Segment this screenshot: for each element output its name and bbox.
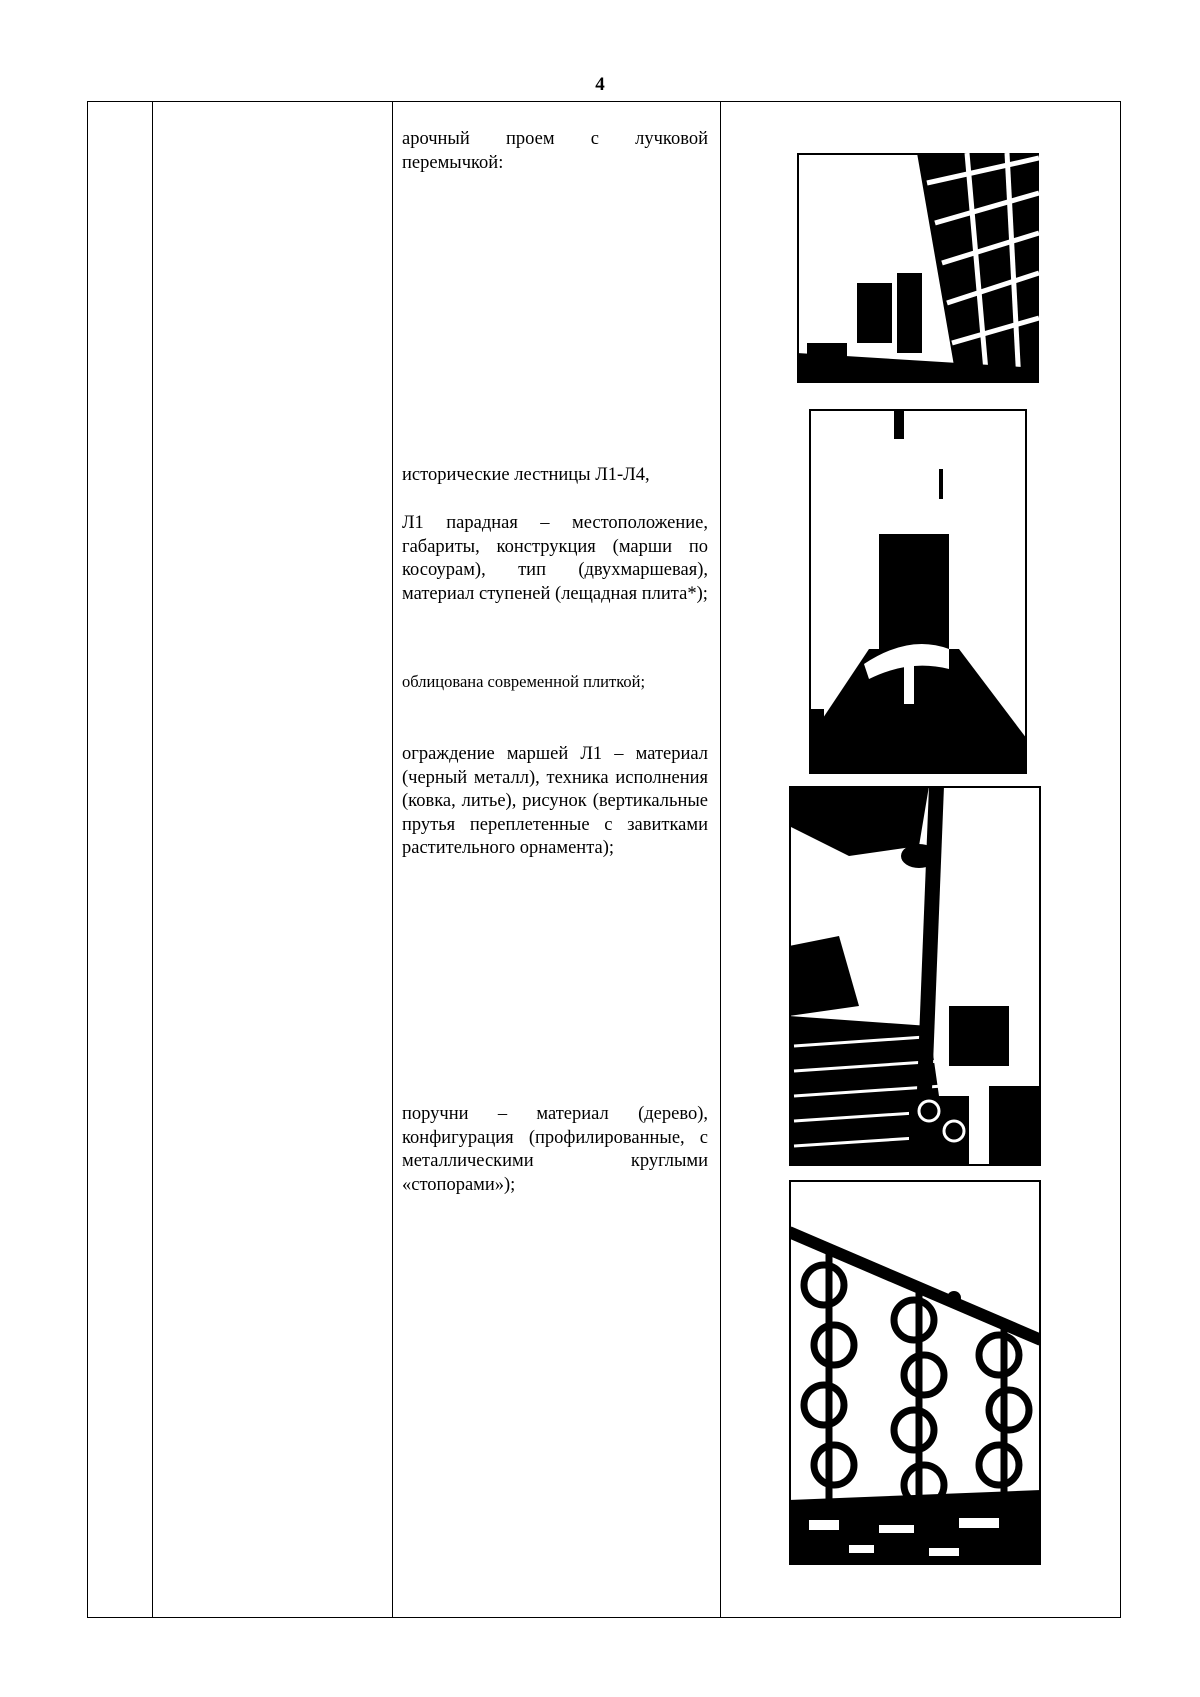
column-divider-2	[392, 102, 393, 1617]
text-l1: Л1 парадная – местоположение, габариты, конструкция (марши по косоурам), тип (двухмаршевая), материал ступеней (лещадная плита*);	[402, 513, 708, 604]
railing-overview-photo	[789, 786, 1041, 1166]
column-divider-3	[720, 102, 721, 1617]
arch-photo	[797, 153, 1039, 383]
page-number: 4	[595, 74, 605, 95]
column-divider-1	[152, 102, 153, 1617]
text-handrail: поручни – материал (дерево), конфигурация (профилированные, с металлическими круглыми «стопорами»);	[402, 1104, 708, 1195]
text-arch: арочный проем с лучковой перемычкой:	[402, 129, 708, 173]
text-stairs: исторические лестницы Л1-Л4,	[402, 465, 650, 485]
railing-detail-photo	[789, 1180, 1041, 1565]
text-tile: облицована современной плиткой;	[402, 672, 646, 691]
text-railing: ограждение маршей Л1 – материал (черный металл), техника исполнения (ковка, литье), рисунок (вертикальные прутья переплетенные с завитками растительного орнамента);	[402, 744, 708, 858]
staircase-photo	[809, 409, 1027, 774]
